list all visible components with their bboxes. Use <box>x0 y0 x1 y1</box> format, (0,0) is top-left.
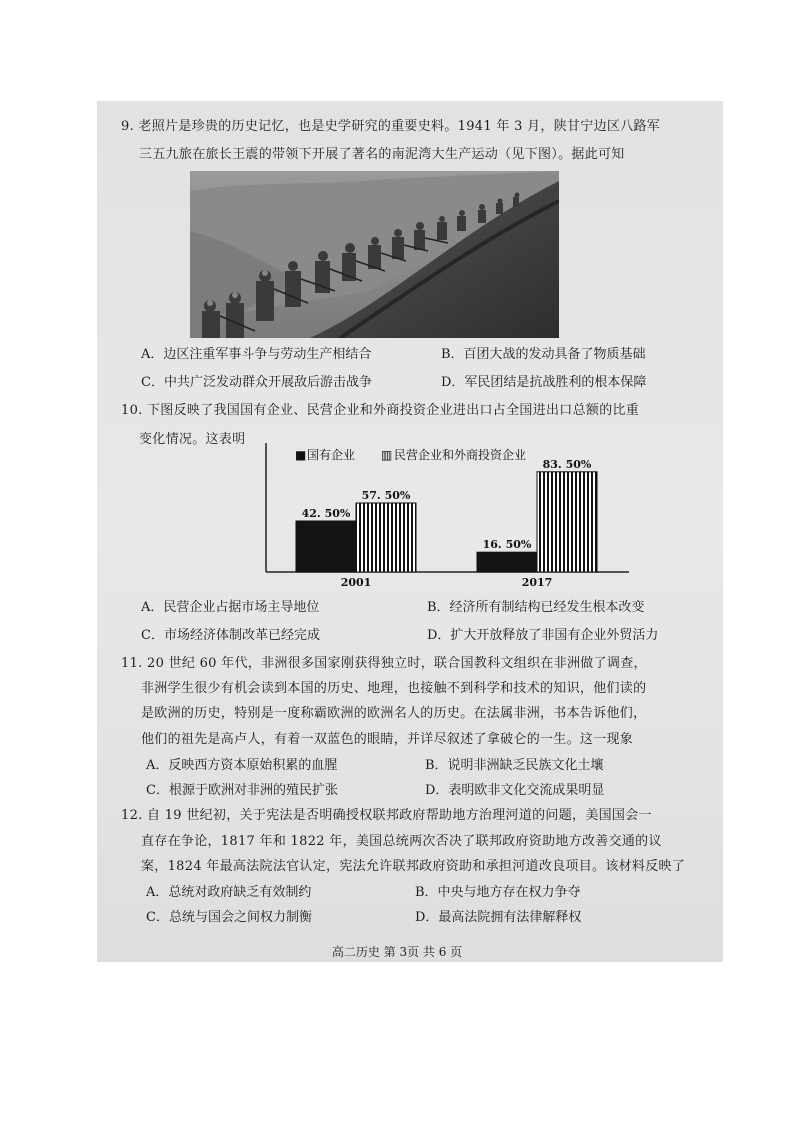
page-footer: 高二历史 第 3页 共 6 页 <box>331 945 463 959</box>
q12-option-a[interactable]: A．总统对政府缺乏有效制约 <box>146 885 312 900</box>
legend-marker-private: ▥ <box>381 448 393 462</box>
bar-2017-series-0 <box>477 552 537 572</box>
bar-label-2017-series-0: 16. 50% <box>482 538 532 552</box>
q10-option-b[interactable]: B．经济所有制结构已经发生根本改变 <box>427 600 645 615</box>
q10-option-c[interactable]: C．市场经济体制改革已经完成 <box>141 628 320 643</box>
q12-stem-line-3: 案，1824 年最高法院法官认定，宪法允许联邦政府资助和承担河道改良项目。该材料反映了 <box>141 859 686 874</box>
q11-option-c[interactable]: C．根源于欧洲对非洲的殖民扩张 <box>146 783 338 798</box>
q12-option-b[interactable]: B．中央与地方存在权力争夺 <box>415 885 581 900</box>
x-tick-2017: 2017 <box>521 576 553 589</box>
q10-stem-line-2: 变化情况。这表明 <box>139 432 246 447</box>
trade-share-bar-chart <box>263 440 633 595</box>
q11-stem-line-4: 他们的祖先是高卢人，有着一双蓝色的眼睛，并详尽叙述了拿破仑的一生。这一现象 <box>141 732 634 747</box>
q11-stem-line-1: 11. 20 世纪 60 年代，非洲很多国家刚获得独立时，联合国教科文组织在非洲做了调查， <box>121 656 647 671</box>
q11-stem-line-3: 是欧洲的历史，特别是一度称霸欧洲的欧洲名人的历史。在法属非洲，书本告诉他们， <box>141 706 647 721</box>
q9-option-c[interactable]: C．中共广泛发动群众开展敌后游击战争 <box>141 375 372 390</box>
nanniwan-production-photo <box>190 171 559 338</box>
bar-2001-series-0 <box>296 521 356 572</box>
x-tick-2001: 2001 <box>340 576 372 589</box>
bar-2017-series-1 <box>537 472 597 572</box>
q10-stem-line-1: 10. 下图反映了我国国有企业、民营企业和外商投资企业进出口占全国进出口总额的比重 <box>121 403 640 418</box>
bar-label-2017-series-1: 83. 50% <box>542 457 592 471</box>
q12-option-c[interactable]: C．总统与国会之间权力制衡 <box>146 910 312 925</box>
q10-option-d[interactable]: D．扩大开放释放了非国有企业外贸活力 <box>427 628 659 643</box>
q9-option-a[interactable]: A．边区注重军事斗争与劳动生产相结合 <box>141 347 372 362</box>
legend-label-state: 国有企业 <box>307 448 356 462</box>
bar-2001-series-1 <box>356 503 416 572</box>
q9-stem-line-1: 9. 老照片是珍贵的历史记忆，也是史学研究的重要史料。1941 年 3 月，陕甘宁边区八路军 <box>121 119 661 134</box>
q12-stem-line-1: 12. 自 19 世纪初，关于宪法是否明确授权联邦政府帮助地方治理河道的问题，美国国会一 <box>121 808 652 823</box>
q11-option-b[interactable]: B．说明非洲缺乏民族文化土壤 <box>425 758 604 773</box>
bar-label-2001-series-1: 57. 50% <box>361 489 411 502</box>
bar-label-2001-series-0: 42. 50% <box>301 507 351 520</box>
q9-option-d[interactable]: D．军民团结是抗战胜利的根本保障 <box>441 375 647 390</box>
chart-svg <box>263 440 633 595</box>
q11-option-a[interactable]: A．反映西方资本原始积累的血腥 <box>146 758 338 773</box>
legend-label-private: 民营企业和外商投资企业 <box>394 448 527 462</box>
q12-stem-line-2: 直存在争论，1817 年和 1822 年，美国总统两次否决了联邦政府资助地方改善交通的议 <box>141 834 662 849</box>
q9-option-b[interactable]: B．百团大战的发动具备了物质基础 <box>441 347 646 362</box>
photo-image <box>190 171 559 338</box>
q10-option-a[interactable]: A．民营企业占据市场主导地位 <box>141 600 320 615</box>
q9-stem-line-2: 三五九旅在旅长王震的带领下开展了著名的南泥湾大生产运动（见下图）。据此可知 <box>139 147 625 162</box>
chart-legend <box>295 447 526 462</box>
q12-option-d[interactable]: D．最高法院拥有法律解释权 <box>415 910 582 925</box>
q11-stem-line-2: 非洲学生很少有机会读到本国的历史、地理，也接触不到科学和技术的知识，他们读的 <box>141 681 647 696</box>
q11-option-d[interactable]: D．表明欧非文化交流成果明显 <box>425 783 605 798</box>
legend-marker-state: ■ <box>295 448 307 462</box>
